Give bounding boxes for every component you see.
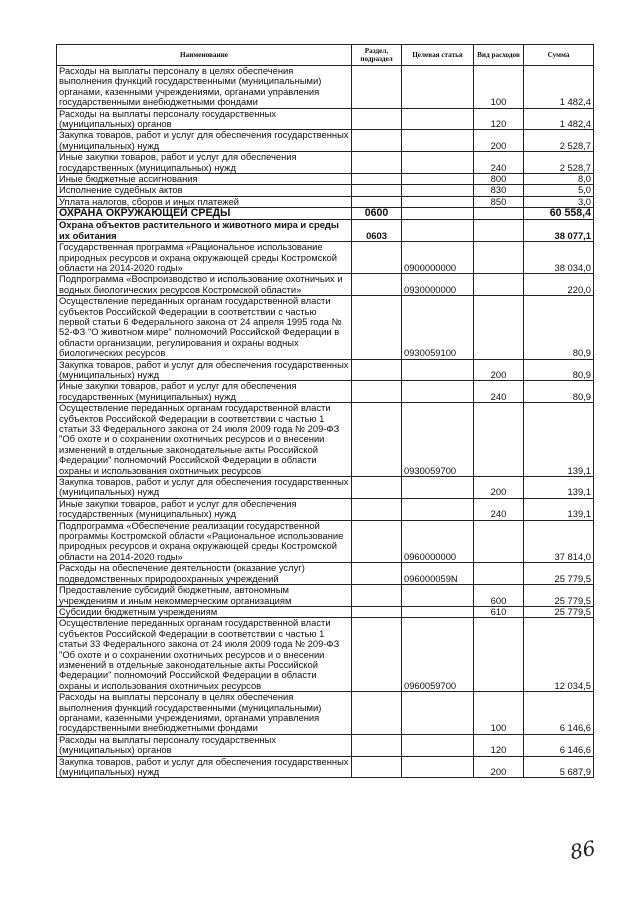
cell-target [402,692,474,735]
cell-section [352,585,402,607]
table-row [57,130,594,152]
cell-section [352,498,402,520]
cell-type [474,403,524,477]
cell-sum: 80,9 [524,296,594,359]
cell-name: Иные закупки товаров, работ и услуг для обеспечения государственных (муниципальных) нужд [57,498,352,520]
cell-section [352,66,402,109]
cell-target [402,196,474,207]
header-name: Наименование [57,45,352,66]
cell-section [352,692,402,735]
cell-type [474,296,524,359]
cell-type: 100 [474,692,524,735]
cell-name: Государственная программа «Рациональное использование природных ресурсов и охрана окружающей среды Костромской области на 2014-2020 годы» [57,242,352,274]
cell-name: Расходы на выплаты персоналу в целях обеспечения выполнения функций государственными (муниципальными) органами, казенными учреждениями, органами управления государственными внебюджетными фондами [57,692,352,735]
cell-sum: 6 146,6 [524,734,594,756]
cell-section [352,108,402,130]
cell-sum: 38 077,1 [524,220,594,242]
table-row [57,108,594,130]
cell-target [402,220,474,242]
header-type: Вид расходов [474,45,524,66]
cell-target [402,208,474,220]
cell-name: Осуществление переданных органам государственной власти субъектов Российской Федерации в соответствии с частью 1 статьи 33 Федерального закона от 24 июля 2009 года № 209-ФЗ "Об охоте и о сохранении охотничьих ресурсов и о внесении изменений в отдельные законодательные акты Российской Федерации" полномочий Российской Федерации в области охраны и использования охотничьих ресурсов [57,618,352,692]
table-row [57,734,594,756]
cell-section [352,381,402,403]
cell-sum: 220,0 [524,274,594,296]
cell-target [402,734,474,756]
cell-type [474,274,524,296]
cell-type [474,242,524,274]
cell-sum: 2 528,7 [524,130,594,152]
table-row [57,242,594,274]
cell-sum: 139,1 [524,498,594,520]
table-row [57,520,594,563]
table-row [57,66,594,109]
table-row [57,498,594,520]
cell-type: 120 [474,108,524,130]
cell-name: Подпрограмма «Обеспечение реализации государственной программы Костромской области «Рациональное использование природных ресурсов и охрана окружающей среды Костромской области на 2014-2020 годы» [57,520,352,563]
cell-name: Подпрограмма «Воспроизводство и использование охотничьих и водных биологических ресурсов Костромской области» [57,274,352,296]
cell-sum: 25 779,5 [524,585,594,607]
cell-type: 200 [474,359,524,381]
cell-sum: 139,1 [524,477,594,499]
cell-type: 850 [474,196,524,207]
cell-type: 610 [474,606,524,617]
cell-section [352,174,402,185]
cell-section [352,130,402,152]
table-row [57,296,594,359]
cell-target [402,381,474,403]
cell-sum: 80,9 [524,359,594,381]
cell-target [402,477,474,499]
table-row [57,274,594,296]
budget-table [56,44,594,778]
cell-name: Осуществление переданных органам государственной власти субъектов Российской Федерации в соответствии с частью первой статьи 6 Федерального закона от 24 апреля 1995 года № 52-ФЗ "О животном мире" полномочий Российской Федерации в области организации, регулирования и охраны водных биологических ресурсов [57,296,352,359]
cell-section [352,477,402,499]
cell-sum: 139,1 [524,403,594,477]
cell-target [402,359,474,381]
cell-type [474,208,524,220]
header-sum: Сумма [524,45,594,66]
cell-type: 200 [474,756,524,778]
cell-name: Расходы на обеспечение деятельности (оказание услуг) подведомственных природоохранных учреждений [57,563,352,585]
header-target: Целевая статья [402,45,474,66]
cell-type: 200 [474,130,524,152]
cell-section [352,152,402,174]
cell-section [352,196,402,207]
cell-type: 200 [474,477,524,499]
cell-sum: 25 779,5 [524,606,594,617]
header-section: Раздел, подраздел [352,45,402,66]
cell-section [352,359,402,381]
cell-target [402,756,474,778]
cell-section [352,520,402,563]
cell-sum: 6 146,6 [524,692,594,735]
table-row [57,220,594,242]
cell-name: Расходы на выплаты персоналу в целях обеспечения выполнения функций государственными (муниципальными) органами, казенными учреждениями, органами управления государственными внебюджетными фондами [57,66,352,109]
cell-section [352,734,402,756]
cell-section [352,274,402,296]
cell-sum: 1 482,4 [524,108,594,130]
cell-target: 0960000000 [402,520,474,563]
cell-name: ОХРАНА ОКРУЖАЮЩЕЙ СРЕДЫ [57,208,352,220]
cell-name: Предоставление субсидий бюджетным, автономным учреждениям и иным некоммерческим организациям [57,585,352,607]
cell-name: Исполнение судебных актов [57,185,352,196]
cell-target [402,174,474,185]
cell-name: Иные закупки товаров, работ и услуг для обеспечения государственных (муниципальных) нужд [57,152,352,174]
cell-name: Иные бюджетные ассигнования [57,174,352,185]
cell-type [474,220,524,242]
cell-name: Иные закупки товаров, работ и услуг для обеспечения государственных (муниципальных) нужд [57,381,352,403]
cell-section [352,185,402,196]
cell-name: Закупка товаров, работ и услуг для обеспечения государственных (муниципальных) нужд [57,756,352,778]
cell-target [402,152,474,174]
cell-target [402,585,474,607]
table-row [57,381,594,403]
cell-target: 0930059700 [402,403,474,477]
cell-target [402,130,474,152]
cell-target: 0930000000 [402,274,474,296]
cell-name: Закупка товаров, работ и услуг для обеспечения государственных (муниципальных) нужд [57,359,352,381]
page-number-handwritten: 86 [567,835,598,865]
cell-name: Уплата налогов, сборов и иных платежей [57,196,352,207]
cell-section [352,563,402,585]
table-row [57,208,594,220]
cell-target: 0960059700 [402,618,474,692]
cell-target [402,498,474,520]
table-row [57,585,594,607]
cell-type: 240 [474,498,524,520]
table-row [57,185,594,196]
table-header-row [57,45,594,66]
cell-name: Осуществление переданных органам государственной власти субъектов Российской Федерации в соответствии с частью 1 статьи 33 Федерального закона от 24 июля 2009 года № 209-ФЗ "Об охоте и о сохранении охотничьих ресурсов и о внесении изменений в отдельные законодательные акты Российской Федерации" полномочий Российской Федерации в области охраны и использования охотничьих ресурсов [57,403,352,477]
cell-target [402,606,474,617]
table-row [57,359,594,381]
cell-name: Закупка товаров, работ и услуг для обеспечения государственных (муниципальных) нужд [57,130,352,152]
cell-section [352,242,402,274]
cell-target: 0900000000 [402,242,474,274]
cell-sum: 37 814,0 [524,520,594,563]
table-row [57,756,594,778]
cell-type [474,618,524,692]
cell-section [352,618,402,692]
cell-target [402,108,474,130]
cell-name: Расходы на выплаты персоналу государственных (муниципальных) органов [57,108,352,130]
table-row [57,563,594,585]
cell-sum: 38 034,0 [524,242,594,274]
cell-type: 600 [474,585,524,607]
cell-type [474,563,524,585]
cell-type: 830 [474,185,524,196]
cell-name: Закупка товаров, работ и услуг для обеспечения государственных (муниципальных) нужд [57,477,352,499]
cell-type: 100 [474,66,524,109]
cell-sum: 1 482,4 [524,66,594,109]
table-row [57,174,594,185]
cell-name: Охрана объектов растительного и животного мира и среды их обитания [57,220,352,242]
cell-sum: 2 528,7 [524,152,594,174]
cell-section [352,296,402,359]
cell-type [474,520,524,563]
cell-section [352,606,402,617]
cell-target: 096000059N [402,563,474,585]
cell-section [352,756,402,778]
table-row [57,618,594,692]
cell-type: 120 [474,734,524,756]
cell-name: Расходы на выплаты персоналу государственных (муниципальных) органов [57,734,352,756]
table-row [57,477,594,499]
cell-type: 240 [474,152,524,174]
cell-section [352,403,402,477]
cell-target [402,66,474,109]
cell-target: 0930059100 [402,296,474,359]
table-row [57,403,594,477]
cell-section: 0600 [352,208,402,220]
cell-sum: 5 687,9 [524,756,594,778]
cell-section: 0603 [352,220,402,242]
cell-target [402,185,474,196]
cell-sum: 8,0 [524,174,594,185]
cell-sum: 60 558,4 [524,208,594,220]
table-row [57,606,594,617]
cell-sum: 25 779,5 [524,563,594,585]
cell-type: 800 [474,174,524,185]
table-row [57,692,594,735]
cell-sum: 5,0 [524,185,594,196]
cell-sum: 12 034,5 [524,618,594,692]
cell-sum: 3,0 [524,196,594,207]
table-row [57,152,594,174]
cell-sum: 80,9 [524,381,594,403]
cell-name: Субсидии бюджетным учреждениям [57,606,352,617]
cell-type: 240 [474,381,524,403]
